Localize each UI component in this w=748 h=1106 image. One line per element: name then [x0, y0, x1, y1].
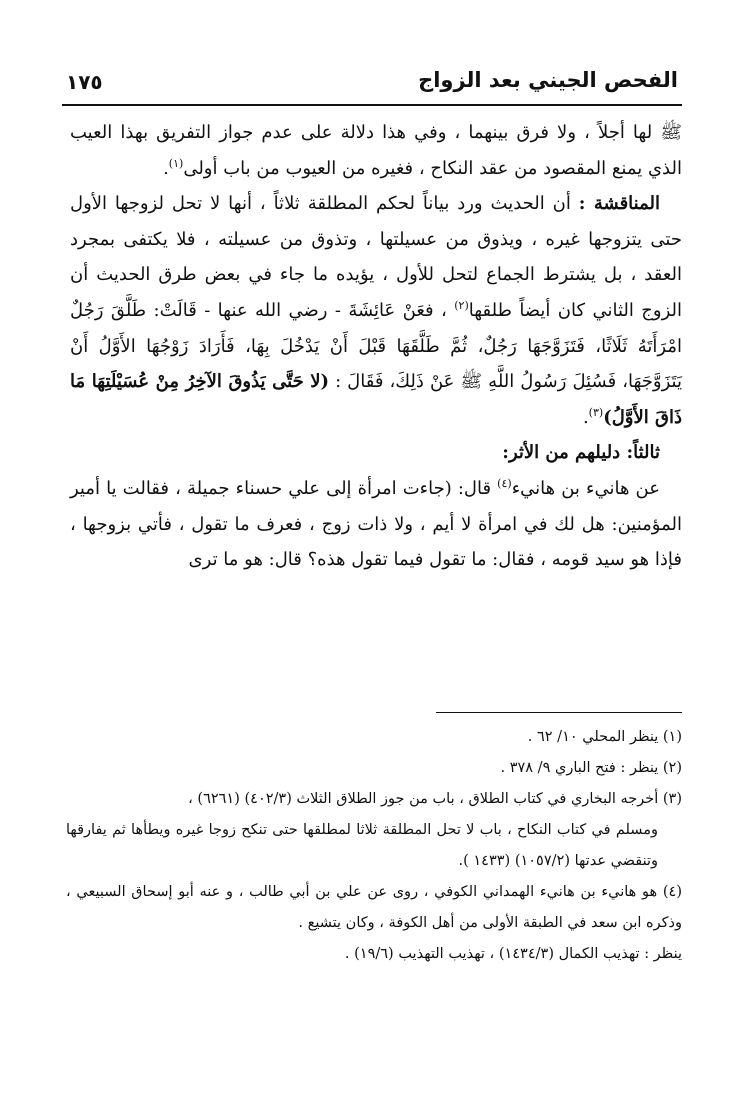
paragraph-1 — [70, 115, 682, 186]
header-divider — [62, 104, 682, 106]
hadith-quote: (لا حَتَّى يَذُوقَ الآخِرُ مِنْ عُسَيْلَتِهَا مَا ذَاقَ الأَوَّلُ) — [70, 371, 682, 428]
paragraph-3 — [70, 471, 682, 578]
paragraph-3-text: عن هانيء بن هانيء — [511, 477, 660, 499]
running-title: الفحص الجيني بعد الزواج — [418, 68, 678, 92]
footnote-2: (٢) ينظر : فتح الباري ٩/ ٣٧٨ . — [500, 760, 682, 776]
paragraph-1-end: . — [163, 157, 169, 179]
footnote-3-continued: ومسلم في كتاب النكاح ، باب لا تحل المطلقة ثلاثا لمطلقها حتى تنكح زوجا غيره ويطأها ثم يفارقها وتنقضي عدتها (١٠٥٧/٢) (١٤٣٣ ). — [66, 822, 658, 869]
page-number: ١٧٥ — [66, 70, 103, 94]
paragraph-2 — [70, 186, 682, 435]
page-header — [66, 62, 678, 106]
footnotes — [66, 722, 682, 970]
paragraph-2-text: أن الحديث ورد بياناً لحكم المطلقة ثلاثاً ، أنها لا تحل لزوجها الأول حتى يتزوجها غيره ، ويذوق من عسيلتها ، وتذوق من عسيلته ، فلا يكتفى بمجرد العقد ، بل يشترط الجماع لتحل للأول ، يؤيده ما جاء في بعض طرق الحديث أن الزوج الثاني كان أيضاً طلقها — [70, 193, 682, 321]
footnote-ref-4: (٤) — [497, 476, 512, 490]
discussion-label: المناقشة : — [578, 193, 660, 215]
footnote-ref-3: (٣) — [588, 405, 604, 419]
section-heading: ثالثاً: دليلهم من الأثر: — [502, 442, 660, 464]
footnote-ref-1: (١) — [168, 156, 184, 170]
paragraph-2-end: . — [582, 406, 589, 428]
footnote-4: (٤) هو هانيء بن هانيء الهمداني الكوفي ، روى عن علي بن أبي طالب ، و عنه أبو إسحاق السبيعي ، وذكره ابن سعد في الطبقة الأولى من أهل الكوفة ، وكان يتشيع . — [66, 884, 682, 931]
paragraph-1-text: ﷺ لها أجلاً ، ولا فرق بينهما ، وفي هذا دلالة على عدم جواز التفريق بهذا العيب الذي يمنع المقصود من عقد النكاح ، فغيره من العيوب من باب أولى — [70, 122, 682, 179]
footnote-3: (٣) أخرجه البخاري في كتاب الطلاق ، باب من جوز الطلاق الثلاث (٤٠٢/٣) (٦٢٦١) ، — [188, 791, 682, 807]
footnote-1: (١) ينظر المحلي ١٠/ ٦٢ . — [527, 729, 682, 745]
paragraph-3-text-cont: قال: (جاءت امرأة إلى علي حسناء جميلة ، فقالت يا أمير المؤمنين: هل لك في امرأة لا أيم ، ولا ذات زوج ، فعرف ما تقول ، فأتي بزوجها ، فإذا هو سيد قومه ، فقال: ما تقول فيما تقول هذه؟ قال: هو ما ترى — [70, 477, 682, 571]
footnote-divider — [436, 712, 682, 713]
footnote-4-sources: ينظر : تهذيب الكمال (١٤٣٤/٣) ، تهذيب التهذيب (١٩/٦) . — [344, 946, 682, 962]
main-text — [70, 115, 682, 578]
paragraph-2-hadith-intro: ، فعَنْ عَائِشَةَ - رضي الله عنها - قَالَتْ: طَلَّقَ رَجُلٌ امْرَأَتَهُ ثَلَاثًا، فَتَزَوَّجَهَا رَجُلٌ، ثُمَّ طَلَّقَهَا قَبْلَ أَنْ يَدْخُلَ بِهَا، فَأَرَادَ زَوْجُهَا الأَوَّلُ أَنْ يَتَزَوَّجَهَا، فَسُئِلَ رَسُولُ اللَّهِ ﷺ عَنْ ذَلِكَ، فَقَالَ : — [70, 299, 682, 393]
footnote-ref-2: (٢) — [454, 298, 469, 312]
